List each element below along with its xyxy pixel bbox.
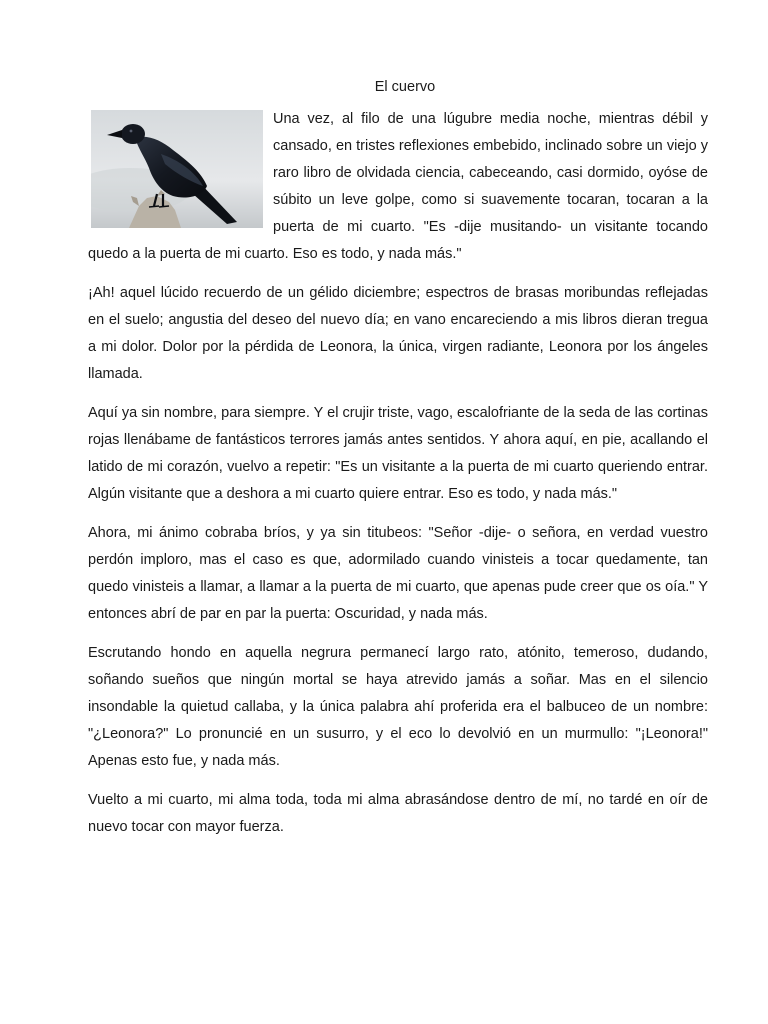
- document-title: El cuervo: [374, 79, 436, 95]
- poem-paragraph-1: Una vez, al filo de una lúgubre media noche, mientras débil y cansado, en tristes reflexiones embebido, inclinado sobre un viejo y raro libro de olvidada ciencia, cabeceando, casi dormido, oyóse de súbito un leve golpe, como si suavemente tocaran, tocaran a la puerta de mi cuarto. "Es -dije musitando- un visitante tocando quedo a la puerta de mi cuarto. Eso es todo, y nada más.": [88, 111, 708, 262]
- poem-paragraph-6: Vuelto a mi cuarto, mi alma toda, toda mi alma abrasándose dentro de mí, no tardé en oír de nuevo tocar con mayor fuerza.: [88, 792, 708, 835]
- poem-paragraph-5: Escrutando hondo en aquella negrura permanecí largo rato, atónito, temeroso, dudando, soñando sueños que ningún mortal se haya atrevido jamás a soñar. Mas en el silencio insondable la quietud callaba, y la única palabra ahí proferida era el balbuceo de un nombre: "¿Leonora?" Lo pronuncié en un susurro, y el eco lo devolvió en un murmullo: "¡Leonora!" Apenas esto fue, y nada más.: [88, 645, 708, 769]
- poem-paragraph-4: Ahora, mi ánimo cobraba bríos, y ya sin titubeos: "Señor -dije- o señora, en verdad vuestro perdón imploro, mas el caso es que, adormilado cuando vinisteis a tocar quedamente, tan quedo vinisteis a llamar, a llamar a la puerta de mi cuarto, que apenas pude creer que os oía." Y entonces abrí de par en par la puerta: Oscuridad, y nada más.: [88, 525, 708, 622]
- poem-paragraph-2: ¡Ah! aquel lúcido recuerdo de un gélido diciembre; espectros de brasas moribundas reflejadas en el suelo; angustia del deseo del nuevo día; en vano encareciendo a mis libros dieran tregua a mi dolor. Dolor por la pérdida de Leonora, la única, virgen radiante, Leonora por los ángeles llamada.: [88, 285, 708, 382]
- raven-photo-icon: [91, 110, 263, 228]
- poem-paragraph-3: Aquí ya sin nombre, para siempre. Y el crujir triste, vago, escalofriante de la seda de las cortinas rojas llenábame de fantásticos terrores jamás antes sentidos. Y ahora aquí, en pie, acallando el latido de mi corazón, vuelvo a repetir: "Es un visitante a la puerta de mi cuarto queriendo entrar. Algún visitante que a deshora a mi cuarto quiere entrar. Eso es todo, y nada más.": [88, 405, 708, 502]
- document-page: [88, 76, 708, 853]
